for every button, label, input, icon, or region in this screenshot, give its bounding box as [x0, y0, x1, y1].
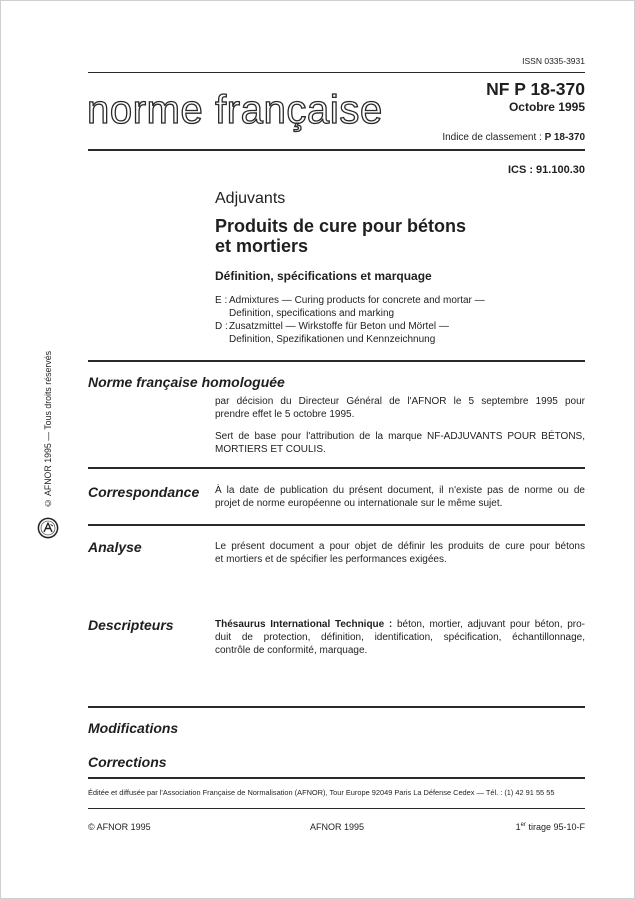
corrections-heading: Corrections — [88, 754, 167, 770]
text-line: Le présent document a pour objet de définir les produits de cure pour bétons — [215, 541, 585, 552]
printing-edition — [516, 821, 585, 833]
document-category: Adjuvants — [215, 190, 286, 207]
analyse-heading: Analyse — [88, 539, 142, 555]
document-subtitle: Définition, spécifications et marquage — [215, 269, 432, 283]
german-title-translation — [215, 320, 449, 346]
modifications-heading: Modifications — [88, 720, 179, 736]
translation-line: Zusatzmittel — Wirkstoffe für Beton und Mörtel — — [229, 321, 449, 332]
descripteurs-heading: Descripteurs — [88, 617, 174, 633]
printing-number: 1 — [515, 822, 521, 832]
classification-label: Indice de classement : — [442, 132, 542, 143]
publication-date: Octobre 1995 — [508, 100, 585, 114]
document-title — [215, 216, 466, 256]
text-line: prendre effet le 5 octobre 1995. — [215, 409, 355, 420]
analyse-text — [215, 540, 585, 566]
text-line: À la date de publication du présent document, il n'existe pas de norme ou de — [215, 485, 585, 496]
text-line: Sert de base pour l'attribution de la marque NF-ADJUVANTS POUR BÉTONS, — [215, 431, 585, 442]
text-line: MORTIERS ET COULIS. — [215, 444, 326, 455]
homologation-decision-text — [215, 395, 585, 421]
thesaurus-label: Thésaurus International Technique : — [215, 619, 393, 630]
homologation-heading: Norme française homologuée — [88, 374, 285, 390]
translation-line: Definition, specifications and marking — [229, 308, 395, 319]
section-rule — [88, 524, 585, 526]
issn-number: ISSN 0335-3931 — [522, 56, 585, 66]
text-line: par décision du Directeur Général de l'AFNOR le 5 septembre 1995 pour — [215, 396, 585, 407]
document-title-line: et mortiers — [215, 236, 309, 256]
standard-reference: NF P 18-370 — [486, 79, 585, 99]
printing-text: tirage 95-10-F — [528, 822, 585, 832]
classification-value: P 18-370 — [544, 132, 585, 143]
footer-bottom-rule — [88, 808, 585, 809]
language-prefix: D : — [215, 321, 228, 332]
descripteurs-text — [215, 618, 585, 657]
text-line: duit de protection, définition, identification, spécification, échantillonnage, — [215, 632, 585, 643]
homologation-mark-text — [215, 430, 585, 456]
classification-index — [442, 131, 585, 144]
publisher-notice: Éditée et diffusée par l'Association Française de Normalisation (AFNOR), Tour Europe 92049 Paris La Défense Cedex — Tél. : (1) 42 91 55 55 — [88, 788, 555, 797]
english-title-translation — [215, 294, 485, 320]
rights-notice: © AFNOR 1995 — Tous droits réservés — [43, 351, 53, 508]
printing-suffix: er — [520, 822, 526, 828]
text-line: projet de norme européenne ou internationale sur le même sujet. — [215, 498, 503, 509]
language-prefix: E : — [215, 295, 228, 306]
translation-line: Definition, Spezifikationen und Kennzeichnung — [229, 334, 436, 345]
keyword-text: béton, mortier, adjuvant pour béton, pro- — [396, 619, 585, 630]
brand-wordmark: norme française — [87, 88, 383, 132]
section-rule — [88, 467, 585, 469]
section-rule — [88, 706, 585, 708]
header-top-rule — [88, 72, 585, 73]
section-rule — [88, 360, 585, 362]
header-bottom-rule — [88, 149, 585, 151]
text-line: contrôle de conformité, marquage. — [215, 645, 368, 656]
text-line — [215, 618, 585, 631]
ics-code: ICS : 91.100.30 — [507, 164, 585, 176]
text-line: et mortiers et de spécifier les performances exigées. — [215, 554, 447, 565]
footer-center-label: AFNOR 1995 — [310, 822, 365, 832]
translation-line: Admixtures — Curing products for concrete and mortar — — [229, 295, 485, 306]
correspondance-text — [215, 484, 585, 510]
document-title-line: Produits de cure pour bétons — [215, 216, 467, 236]
footer-copyright: © AFNOR 1995 — [88, 822, 151, 832]
afnor-seal-icon — [37, 517, 59, 539]
correspondance-heading: Correspondance — [88, 484, 200, 500]
footer-top-rule — [88, 777, 585, 779]
